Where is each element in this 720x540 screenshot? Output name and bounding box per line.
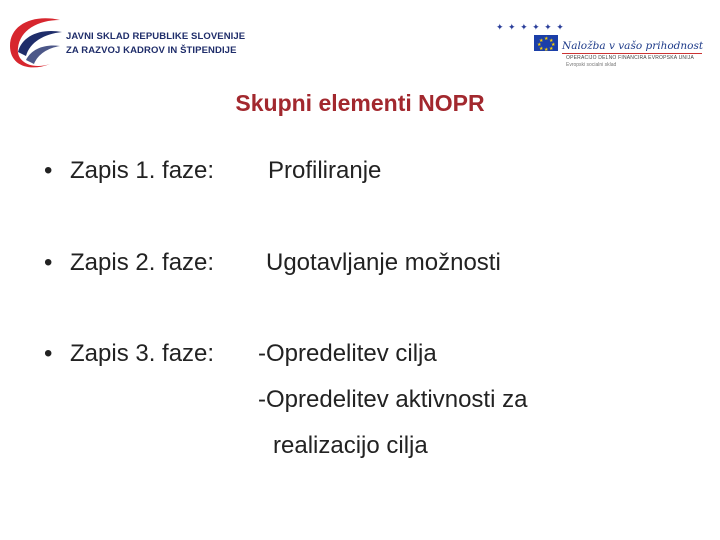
organization-name-line2: ZA RAZVOJ KADROV IN ŠTIPENDIJE [66, 45, 237, 56]
phase-label: Zapis 2. faze: [70, 249, 215, 276]
stars-decoration-icon: ✦ ✦ ✦ ✦ ✦ ✦ [496, 22, 565, 32]
phase-label: Zapis 1. faze: [70, 157, 215, 184]
bullet-icon: • [44, 249, 53, 276]
eu-divider [562, 53, 702, 54]
phase-value: Ugotavljanje možnosti [266, 249, 501, 276]
bullet-icon: • [44, 157, 53, 184]
eu-flag-icon: ★ ★ ★ ★ ★ ★ ★ ★ [534, 35, 558, 51]
jsrs-swirl-icon [4, 6, 66, 72]
bullet-icon: • [44, 340, 53, 367]
phase-value-line2: -Opredelitev aktivnosti za [258, 386, 528, 413]
organization-name [66, 30, 245, 58]
eu-slogan: Naložba v vašo prihodnost [562, 40, 704, 52]
phase-label: Zapis 3. faze: [70, 340, 215, 367]
eu-funding-logo [496, 22, 708, 72]
eu-fund-name: Evropski socialni sklad [566, 62, 617, 68]
phase-value: Profiliranje [268, 157, 382, 184]
phase-value-line3: realizacijo cilja [273, 432, 428, 459]
jsrs-logo [4, 6, 244, 72]
eu-cofinanced-text: OPERACIJO DELNO FINANCIRA EVROPSKA UNIJA [566, 55, 695, 61]
slide-title: Skupni elementi NOPR [235, 90, 485, 116]
phase-value-line1: -Opredelitev cilja [258, 340, 437, 367]
organization-name-line1: JAVNI SKLAD REPUBLIKE SLOVENIJE [66, 31, 246, 42]
